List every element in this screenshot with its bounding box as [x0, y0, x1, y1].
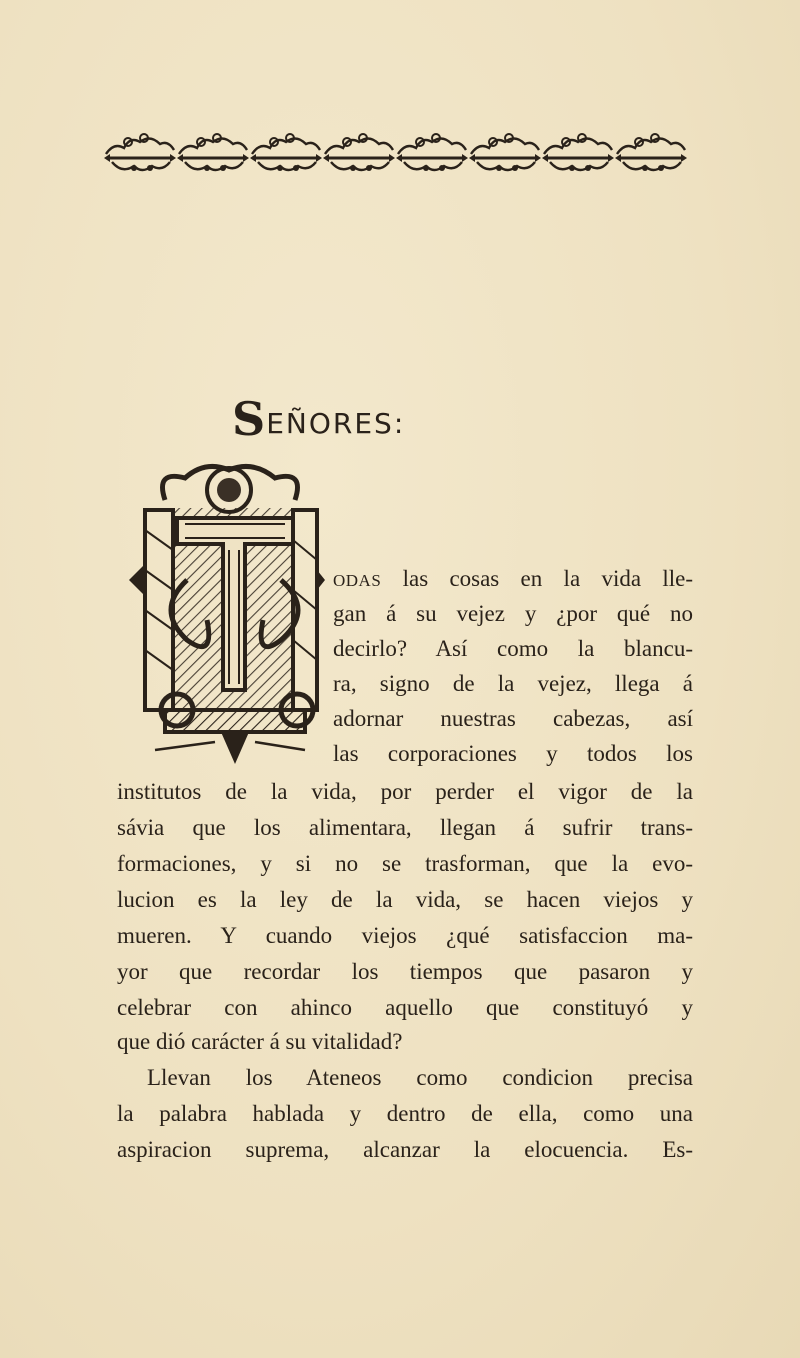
ornamental-dropcap-t-icon — [125, 460, 330, 768]
text-line-17: aspiracion suprema, alcanzar la elocuencia. Es- — [117, 1137, 693, 1162]
text-line-3: decirlo? Así como la blancu- — [333, 636, 693, 661]
text-line-11: mueren. Y cuando viejos ¿qué satisfaccion ma- — [117, 923, 693, 948]
text-line-9: formaciones, y si no se trasforman, que la evo- — [117, 851, 693, 876]
text-line-15: Llevan los Ateneos como condicion precisa — [147, 1065, 693, 1090]
salutation-heading — [232, 378, 406, 446]
ornament-2 — [177, 134, 249, 171]
ornament-4 — [323, 134, 395, 171]
ornament-3 — [250, 134, 322, 171]
ornament-8 — [615, 134, 687, 171]
text-line-6: las corporaciones y todos los — [333, 741, 693, 766]
text-line-4: ra, signo de la vejez, llega á — [333, 671, 693, 696]
heading-initial: S — [232, 392, 266, 446]
ornamental-header-band — [100, 128, 690, 176]
ornament-6 — [469, 134, 541, 171]
ornament-5 — [396, 134, 468, 171]
ornament-1 — [104, 134, 176, 171]
text-line-16: la palabra hablada y dentro de ella, como una — [117, 1101, 693, 1126]
text-line-12: yor que recordar los tiempos que pasaron y — [117, 959, 693, 984]
ornament-7 — [542, 134, 614, 171]
text-line-14: que dió carácter á su vitalidad? — [117, 1029, 403, 1054]
line-1-text: las cosas en la vida lle- — [381, 566, 693, 591]
text-line-13: celebrar con ahinco aquello que constituyó y — [117, 995, 693, 1020]
first-word-small-caps: ODAS — [333, 571, 382, 590]
text-line-10: lucion es la ley de la vida, se hacen viejos y — [117, 887, 693, 912]
text-line-7: institutos de la vida, por perder el vigor de la — [117, 779, 693, 804]
text-line-2: gan á su vejez y ¿por qué no — [333, 601, 693, 626]
text-line-1 — [333, 567, 693, 590]
text-line-8: sávia que los alimentara, llegan á sufrir trans- — [117, 815, 693, 840]
heading-rest: EÑORES: — [266, 407, 406, 440]
text-line-5: adornar nuestras cabezas, así — [333, 706, 693, 731]
